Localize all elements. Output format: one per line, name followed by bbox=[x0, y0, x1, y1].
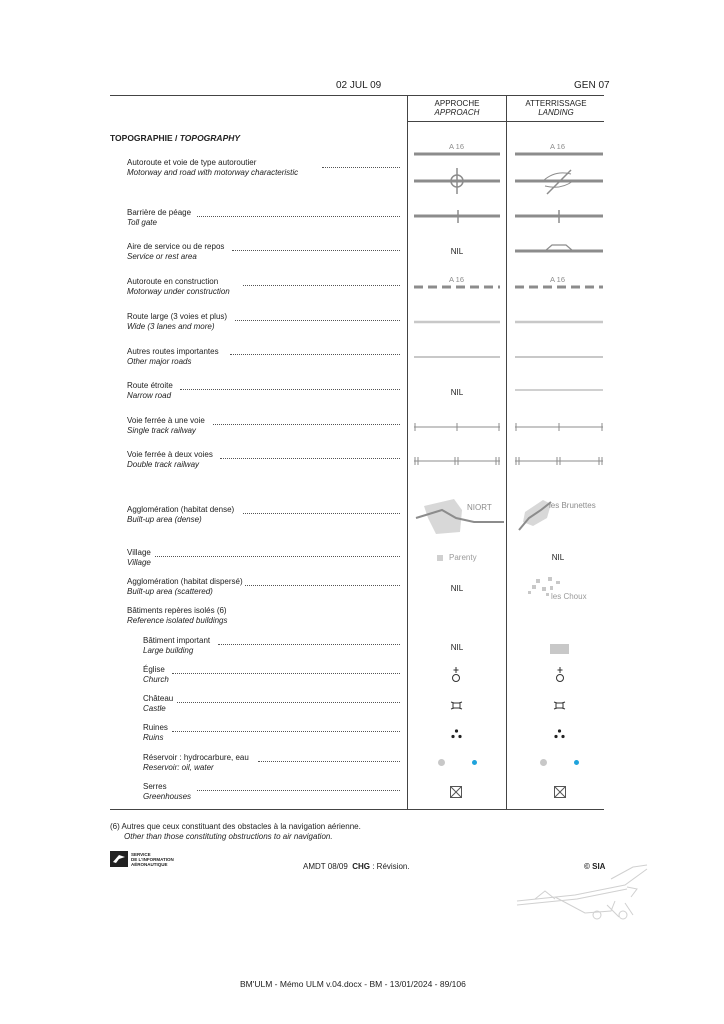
item-greenhouses: Serres Greenhouses bbox=[143, 782, 192, 801]
nil-label: NIL bbox=[551, 553, 565, 562]
leader-dots bbox=[197, 790, 400, 791]
greenhouse-symbol bbox=[450, 786, 462, 798]
sia-logo-icon bbox=[110, 851, 128, 867]
column-divider-middle bbox=[506, 96, 507, 809]
leader-dots bbox=[245, 585, 400, 586]
item-double-railway: Voie ferrée à deux voies Double track railway bbox=[127, 450, 213, 469]
item-single-railway: Voie ferrée à une voie Single track railway bbox=[127, 416, 205, 435]
footnote bbox=[110, 822, 361, 842]
toll-gate-symbol bbox=[414, 210, 500, 224]
large-building-symbol bbox=[550, 644, 569, 654]
item-reservoir: Réservoir : hydrocarbure, eau Reservoir: oil, water bbox=[143, 753, 249, 772]
oil-reservoir-symbol bbox=[438, 759, 445, 766]
column-approach-header bbox=[408, 99, 506, 117]
greenhouse-landing-symbol bbox=[554, 786, 566, 798]
item-narrow-road: Route étroite Narrow road bbox=[127, 381, 173, 400]
nil-label: NIL bbox=[450, 643, 464, 652]
oil-reservoir-landing-symbol bbox=[540, 759, 547, 766]
item-motorway: Autoroute et voie de type autoroutier Motorway and road with motorway characteristic bbox=[127, 158, 299, 177]
niort-label: NIORT bbox=[467, 503, 492, 512]
section-title-en: TOPOGRAPHY bbox=[179, 133, 241, 143]
leader-dots bbox=[322, 167, 400, 168]
item-scattered-area: Agglomération (habitat dispersé) Built-up area (scattered) bbox=[127, 577, 243, 596]
single-railway-landing-symbol bbox=[515, 422, 603, 432]
leader-dots bbox=[197, 216, 400, 217]
construction-symbol bbox=[414, 284, 500, 290]
column-landing-en: LANDING bbox=[538, 108, 574, 117]
leader-dots bbox=[232, 250, 400, 251]
ruins-symbol bbox=[451, 729, 462, 739]
item-isolated-buildings: Bâtiments repères isolés (6) Reference isolated buildings bbox=[127, 606, 228, 625]
document-footer: BM'ULM - Mémo ULM v.04.docx - BM - 13/01/2024 - 89/106 bbox=[240, 979, 466, 989]
major-road-landing-symbol bbox=[515, 355, 603, 360]
footnote-fr: (6) Autres que ceux constituant des obstacles à la navigation aérienne. bbox=[110, 822, 361, 831]
water-reservoir-landing-symbol bbox=[574, 760, 579, 765]
leader-dots bbox=[155, 556, 400, 557]
ruins-landing-symbol bbox=[554, 729, 565, 739]
wide-road-symbol bbox=[414, 320, 500, 325]
village-square bbox=[437, 555, 443, 561]
amendment-info: AMDT 08/09 CHG : Révision. bbox=[303, 862, 410, 871]
construction-label: A 16 bbox=[550, 275, 566, 284]
header-date: 02 JUL 09 bbox=[336, 80, 382, 91]
castle-landing-symbol bbox=[554, 700, 565, 710]
motorway-label: A 16 bbox=[550, 142, 566, 151]
service-area-landing-symbol bbox=[515, 243, 603, 255]
header-ref: GEN 07 bbox=[574, 80, 610, 91]
item-village: Village Village bbox=[127, 548, 151, 567]
church-landing-symbol bbox=[555, 667, 565, 683]
item-large-building: Bâtiment important Large building bbox=[143, 636, 211, 655]
motorway-label: A 16 bbox=[449, 142, 465, 151]
item-dense-area: Agglomération (habitat dense) Built-up area (dense) bbox=[127, 505, 235, 524]
aircraft-watermark-icon bbox=[515, 865, 655, 925]
section-title bbox=[110, 133, 240, 143]
table-bottom-rule bbox=[110, 809, 604, 810]
copyright: © SIA bbox=[584, 862, 606, 871]
column-approach-en: APPROACH bbox=[434, 108, 480, 117]
leader-dots bbox=[177, 702, 400, 703]
leader-dots bbox=[180, 389, 400, 390]
double-railway-symbol bbox=[414, 456, 500, 466]
item-motorway-construction: Autoroute en construction Motorway under construction bbox=[127, 277, 230, 296]
double-railway-landing-symbol bbox=[515, 456, 603, 466]
footnote-en: Other than those constituting obstructions to air navigation. bbox=[124, 832, 333, 841]
item-ruins: Ruines Ruins bbox=[143, 723, 168, 742]
motorway-symbol bbox=[414, 150, 500, 195]
column-landing-header bbox=[507, 99, 605, 117]
water-reservoir-symbol bbox=[472, 760, 477, 765]
brunettes-label: les Brunettes bbox=[549, 501, 596, 510]
leader-dots bbox=[213, 424, 400, 425]
church-symbol bbox=[451, 667, 461, 683]
column-landing-fr: ATTERRISSAGE bbox=[525, 99, 587, 108]
item-major-road: Autres routes importantes Other major roads bbox=[127, 347, 219, 366]
leader-dots bbox=[220, 458, 400, 459]
nil-label: NIL bbox=[450, 584, 464, 593]
choux-label: les Choux bbox=[551, 592, 587, 601]
column-divider-left bbox=[407, 96, 408, 809]
leader-dots bbox=[243, 513, 400, 514]
major-road-symbol bbox=[414, 355, 500, 360]
nil-label: NIL bbox=[450, 388, 464, 397]
nil-label: NIL bbox=[450, 247, 464, 256]
construction-landing-symbol bbox=[515, 284, 603, 290]
leader-dots bbox=[218, 644, 400, 645]
item-service-area: Aire de service ou de repos Service or rest area bbox=[127, 242, 225, 261]
item-wide-road: Route large (3 voies et plus) Wide (3 lanes and more) bbox=[127, 312, 228, 331]
motorway-landing-symbol bbox=[515, 150, 603, 195]
header-rule bbox=[110, 95, 604, 96]
wide-road-landing-symbol bbox=[515, 320, 603, 325]
parenty-label: Parenty bbox=[449, 553, 477, 562]
sia-org-name: SERVICE DE L'INFORMATION AÉRONAUTIQUE bbox=[131, 852, 174, 867]
leader-dots bbox=[258, 761, 400, 762]
leader-dots bbox=[172, 731, 400, 732]
castle-symbol bbox=[451, 700, 462, 710]
leader-dots bbox=[172, 673, 400, 674]
leader-dots bbox=[243, 285, 400, 286]
item-church: Église Church bbox=[143, 665, 169, 684]
item-toll-gate: Barrière de péage Toll gate bbox=[127, 208, 192, 227]
column-approach-fr: APPROCHE bbox=[434, 99, 480, 108]
item-castle: Château Castle bbox=[143, 694, 174, 713]
toll-gate-landing-symbol bbox=[515, 210, 603, 224]
leader-dots bbox=[235, 320, 400, 321]
section-title-fr: TOPOGRAPHIE / bbox=[110, 133, 180, 143]
construction-label: A 16 bbox=[449, 275, 465, 284]
single-railway-symbol bbox=[414, 422, 500, 432]
leader-dots bbox=[230, 354, 400, 355]
narrow-road-landing-symbol bbox=[515, 388, 603, 392]
